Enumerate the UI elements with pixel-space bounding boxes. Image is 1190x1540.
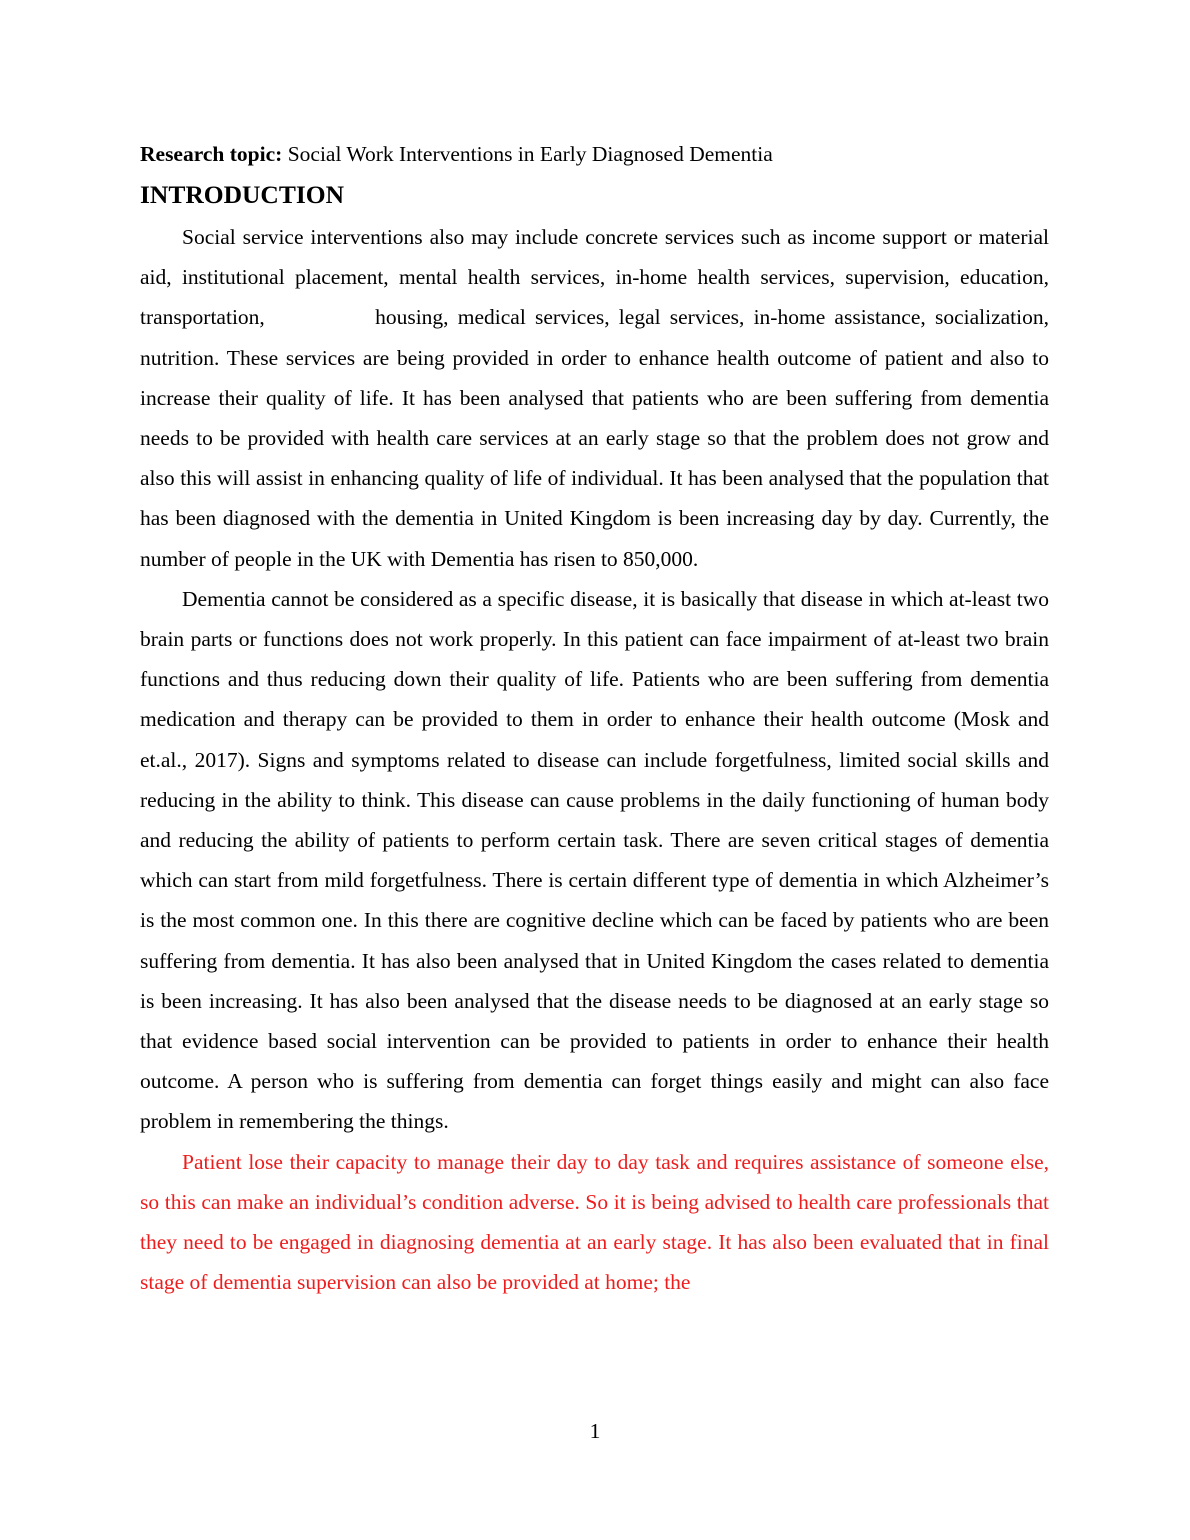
research-topic-label: Research topic: (140, 142, 283, 166)
section-heading-introduction: INTRODUCTION (140, 180, 345, 209)
page-number: 1 (589, 1419, 601, 1443)
paragraph-dementia-definition: Dementia cannot be considered as a specific disease, it is basically that disease in which at-least two brain parts or functions does not work properly. In this patient can face impairment of at-least two brain functions and thus reducing down their quality of life. Patients who are been suffering from dementia medication and therapy can be provided to them in order to enhance their health outcome (Mosk and et.al., 2017). Signs and symptoms related to disease can include forgetfulness, limited social skills and reducing in the ability to think. This disease can cause problems in the daily functioning of human body and reducing the ability of patients to perform certain task. There are seven critical stages of dementia which can start from mild forgetfulness. There is certain different type of dementia in which Alzheimer’s is the most common one. In this there are cognitive decline which can be faced by patients who are been suffering from dementia. It has also been analysed that in United Kingdom the cases related to dementia is been increasing. It has also been analysed that the disease needs to be diagnosed at an early stage so that evidence based social intervention can be provided to patients in order to enhance their health outcome. A person who is suffering from dementia can forget things easily and might can also face problem in remembering the things. (140, 586, 1049, 1134)
research-topic-text: Social Work Interventions in Early Diagnosed Dementia (282, 142, 773, 166)
paragraph-highlighted-red: Patient lose their capacity to manage their day to day task and requires assistance of someone else, so this can make an individual’s condition adverse. So it is being advised to health care professionals that they need to be engaged in diagnosing dementia at an early stage. It has also been evaluated that in final stage of dementia supervision can also be provided at home; the (140, 1149, 1049, 1295)
research-topic-line (140, 140, 1049, 168)
document-page (140, 140, 1049, 1302)
paragraph-social-services: Social service interventions also may include concrete services such as income support or material aid, institutional placement, mental health services, in-home health services, supervision, education, transportation, housing, medical services, legal services, in-home assistance, socialization, nutrition. These services are being provided in order to enhance health outcome of patient and also to increase their quality of life. It has been analysed that patients who are been suffering from dementia needs to be provided with health care services at an early stage so that the problem does not grow and also this will assist in enhancing quality of life of individual. It has been analysed that the population that has been diagnosed with the dementia in United Kingdom is been increasing day by day. Currently, the number of people in the UK with Dementia has risen to 850,000. (140, 225, 1049, 571)
